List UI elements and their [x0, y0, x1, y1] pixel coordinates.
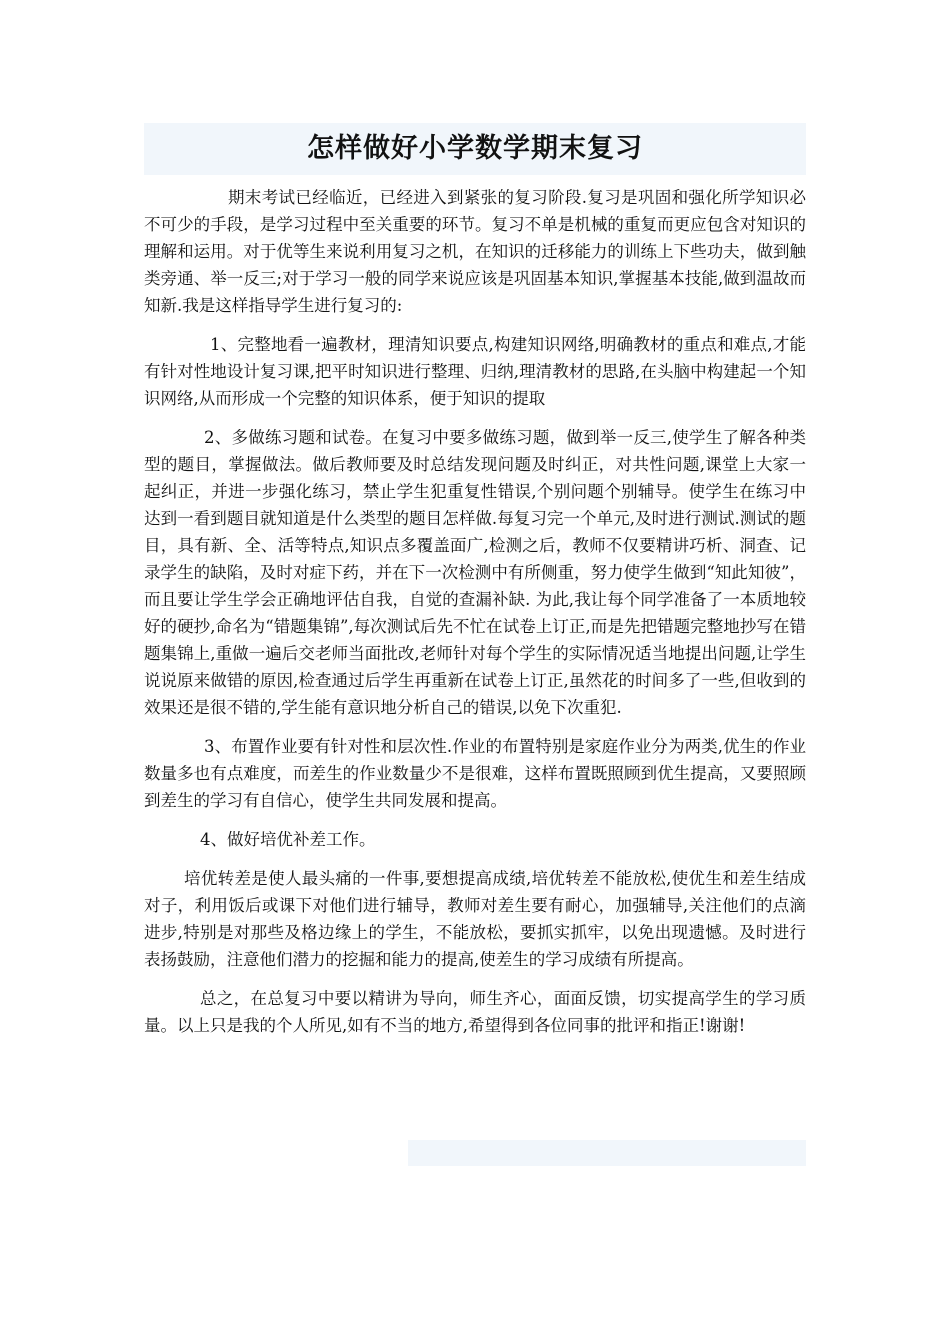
intro-paragraph: 期末考试已经临近，已经进入到紧张的复习阶段.复习是巩固和强化所学知识必不可少的手段，是学习过程中至关重要的环节。复习不单是机械的重复而更应包含对知识的理解和运用。对于优等生来说利用复习之机，在知识的迁移能力的训练上下些功夫，做到触类旁通、举一反三;对于学习一般的同学来说应该是巩固基本知识,掌握基本技能,做到温故而知新.我是这样指导学生进行复习的:	[144, 188, 806, 315]
point-4-heading: 4、做好培优补差工作。	[200, 830, 376, 849]
point-1-paragraph: 1、完整地看一遍教材，理清知识要点,构建知识网络,明确教材的重点和难点,才能有针对性地设计复习课,把平时知识进行整理、归纳,理清教材的思路,在头脑中构建起一个知识网络,从而形成一个完整的知识体系，便于知识的提取	[144, 335, 806, 408]
document-title: 怎样做好小学数学期末复习	[307, 133, 643, 164]
point-2-paragraph: 2、多做练习题和试卷。在复习中要多做练习题，做到举一反三,使学生了解各种类型的题目，掌握做法。做后教师要及时总结发现问题及时纠正，对共性问题,课堂上大家一起纠正，并进一步强化练习，禁止学生犯重复性错误,个别问题个别辅导。使学生在练习中达到一看到题目就知道是什么类型的题目怎样做.每复习完一个单元,及时进行测试.测试的题目，具有新、全、活等特点,知识点多覆盖面广,检测之后，教师不仅要精讲巧析、洞查、记录学生的缺陷，及时对症下药，并在下一次检测中有所侧重，努力使学生做到“知此知彼”，而且要让学生学会正确地评估自我，自觉的查漏补缺. 为此,我让每个同学准备了一本质地较好的硬抄,命名为“错题集锦”,每次测试后先不忙在试卷上订正,而是先把错题完整地抄写在错题集锦上,重做一遍后交老师当面批改,老师针对每个学生的实际情况适当地提出问题,让学生说说原来做错的原因,检查通过后学生再重新在试卷上订正,虽然花的时间多了一些,但收到的效果还是很不错的,学生能有意识地分析自己的错误,以免下次重犯.	[144, 428, 806, 717]
conclusion-paragraph: 总之，在总复习中要以精讲为导向，师生齐心，面面反馈，切实提高学生的学习质量。以上只是我的个人所见,如有不当的地方,希望得到各位同事的批评和指正!谢谢!	[144, 989, 806, 1035]
document-body	[144, 184, 806, 1051]
point-3-paragraph: 3、布置作业要有针对性和层次性.作业的布置特别是家庭作业分为两类,优生的作业数量多也有点难度，而差生的作业数量少不是很难，这样布置既照顾到优生提高，又要照顾到差生的学习有自信心，使学生共同发展和提高。	[144, 737, 806, 810]
tutoring-paragraph: 培优转差是使人最头痛的一件事,要想提高成绩,培优转差不能放松,使优生和差生结成对子，利用饭后或课下对他们进行辅导，教师对差生要有耐心，加强辅导,关注他们的点滴进步,特别是对那些及格边缘上的学生，不能放松，要抓实抓牢，以免出现遗憾。及时进行表扬鼓励，注意他们潜力的挖掘和能力的提高,使差生的学习成绩有所提高。	[144, 869, 806, 969]
footer-highlight-band	[408, 1140, 806, 1166]
